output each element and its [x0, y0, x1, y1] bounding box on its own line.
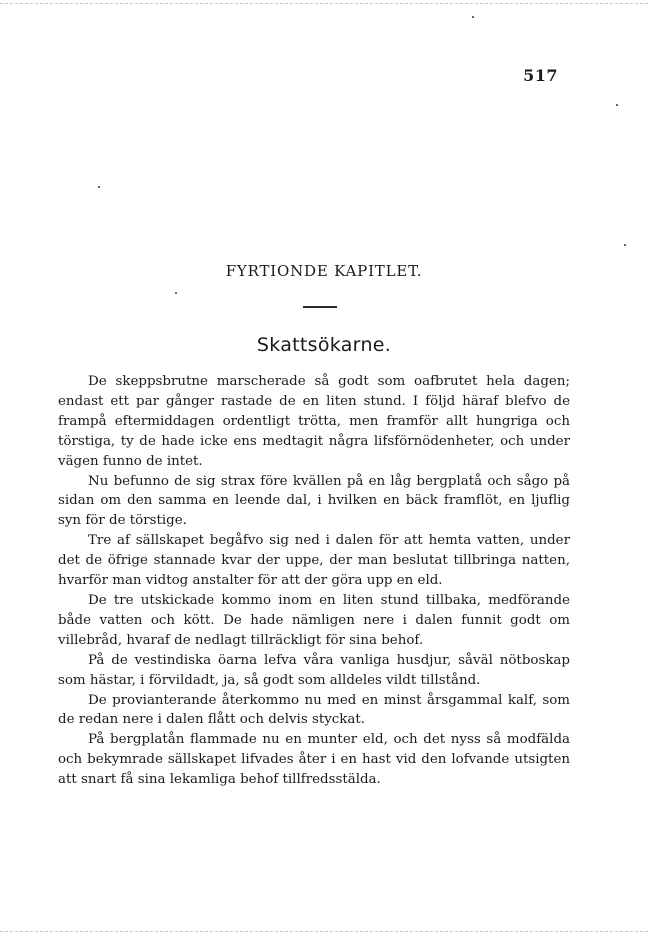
scan-speck [175, 292, 177, 294]
paragraph: De tre utskickade kommo inom en liten stund tillbaka, medförande både vatten och kött. De hade nämligen nere i dalen funnit godt om villebråd, hvaraf de nedlagt tillräckligt för sina behof. [58, 592, 570, 648]
scan-speck [472, 16, 474, 18]
scan-speck [98, 186, 100, 188]
chapter-heading: FYRTIONDE KAPITLET. [225, 262, 423, 280]
scan-speck [616, 104, 618, 106]
scan-speck [624, 244, 626, 246]
chapter-title: Skattsökarne. [256, 334, 392, 356]
heading-divider [303, 306, 337, 308]
paragraph: På de vestindiska öarna lefva våra vanliga husdjur, såväl nötboskap som hästar, i förvildadt, ja, så godt som alldeles vildt tillstånd. [58, 652, 570, 688]
page-edge-bottom [0, 931, 648, 932]
paragraph: På bergplatån flammade nu en munter eld, och det nyss så modfälda och bekymrade sällskapet lifvades åter i en hast vid den lofvande utsigten att snart få sina lekamliga behof tillfredsstälda. [58, 732, 570, 788]
page-number: 517 [523, 66, 558, 85]
paragraph: Tre af sällskapet begåfvo sig ned i dalen för att hemta vatten, under det de öfrige stannade kvar der uppe, der man beslutat tillbringa natten, hvarför man vidtog anstalter för att der göra upp en eld. [58, 533, 570, 589]
paragraph: Nu befunno de sig strax före kvällen på en låg bergplatå och sågo på sidan om den samma en leende dal, i hvilken en bäck framflöt, en ljuflig syn för de törstige. [58, 473, 570, 529]
body-text [58, 372, 570, 790]
paragraph: De skeppsbrutne marscherade så godt som oafbrutet hela dagen; endast ett par gånger rastade de en liten stund. I följd häraf blefvo de frampå eftermiddagen ordentligt trötta, men framför allt hungriga och törstiga, ty de hade icke ens medtagit några lifsförnödenheter, och under vägen funno de intet. [58, 374, 570, 469]
page-edge-top [0, 3, 648, 4]
paragraph: De provianterande återkommo nu med en minst årsgammal kalf, som de redan nere i dalen flått och delvis styckat. [58, 692, 570, 728]
